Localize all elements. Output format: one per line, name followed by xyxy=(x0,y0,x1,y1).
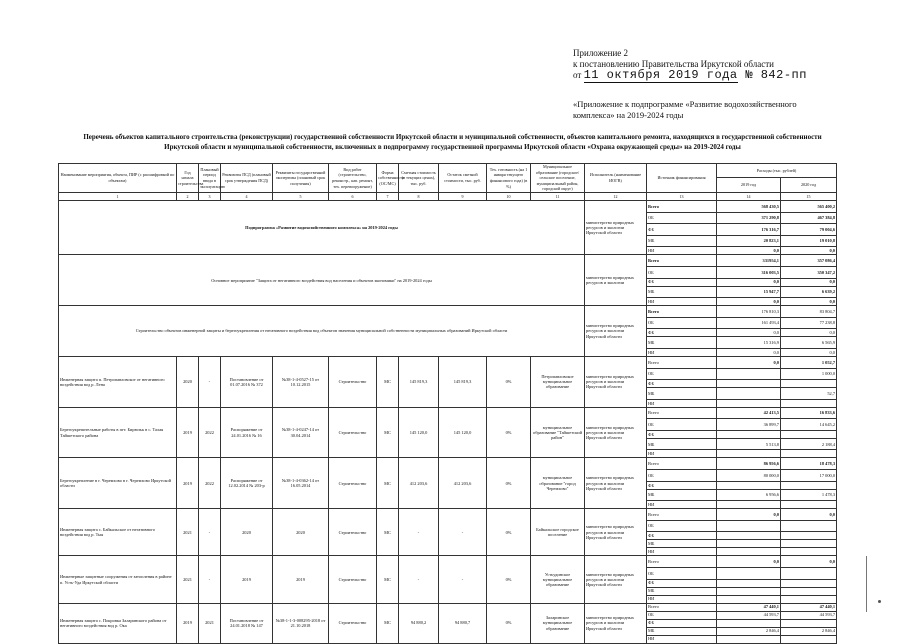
header-executor: Исполнитель (наименование ИОГВ) xyxy=(585,164,647,193)
amount-cell: 52,7 xyxy=(781,388,837,400)
object-municipality: Байкальское городское поселение xyxy=(531,509,585,556)
amount-cell: 0,0 xyxy=(717,356,781,368)
object-name: Инженерная защита с. Покровка Заларинского района от негативного воздействия вод р. Ока xyxy=(59,603,177,643)
object-row xyxy=(59,407,837,419)
source-label: Всего xyxy=(647,407,717,419)
object-ownership: МС xyxy=(377,458,399,509)
amount-cell: 371 290,8 xyxy=(717,212,781,224)
object-expertise: №38-1-4-0527-15 от 10.12.2015 xyxy=(273,356,329,407)
source-label: ОБ xyxy=(647,520,717,532)
source-label: ФБ xyxy=(647,532,717,540)
object-expertise: 2020 xyxy=(273,509,329,556)
amount-cell xyxy=(717,388,781,400)
header-ownership: Форма собственности (ОС/МС) xyxy=(377,164,399,193)
header-expenses: Расходы (тыс. рублей) xyxy=(717,164,837,178)
object-rest: 145 120,0 xyxy=(439,407,487,458)
object-work-type: Строительство xyxy=(329,407,377,458)
source-label: ФБ xyxy=(647,430,717,438)
amount-cell: 47 440,1 xyxy=(717,603,781,611)
amount-cell: 357 086,4 xyxy=(781,255,837,267)
amount-cell xyxy=(781,430,837,438)
source-label: ФБ xyxy=(647,329,717,337)
header-start: Год начала строительства xyxy=(177,164,199,193)
amount-cell: 176 810,3 xyxy=(717,306,781,318)
column-index-cell: 12 xyxy=(585,192,647,200)
column-index-cell: 9 xyxy=(439,192,487,200)
column-index-cell: 6 xyxy=(329,192,377,200)
object-municipality: муниципальное образование "город Черемхово" xyxy=(531,458,585,509)
object-cost: 412 203,6 xyxy=(399,458,439,509)
column-index-cell: 11 xyxy=(531,192,585,200)
page-dot-mark xyxy=(878,600,881,603)
page-edge-mark xyxy=(866,556,867,612)
source-label: Всего xyxy=(647,509,717,521)
header-row-1 xyxy=(59,164,837,178)
source-label: НИ xyxy=(647,247,717,255)
object-work-type: Строительство xyxy=(329,556,377,603)
source-label: ФБ xyxy=(647,481,717,489)
header-finish: Плановый период ввода в эксплуатацию xyxy=(199,164,221,193)
amount-cell: 20 823,1 xyxy=(717,235,781,247)
appendix-date-line: от 11 октября 2019 года № 842-пп xyxy=(573,68,807,82)
object-rest: - xyxy=(439,556,487,603)
source-label: НИ xyxy=(647,548,717,556)
amount-cell: 2 846,4 xyxy=(781,627,837,635)
amount-cell xyxy=(717,380,781,388)
object-cost: 145 120,0 xyxy=(399,407,439,458)
amount-cell xyxy=(781,619,837,627)
amount-cell xyxy=(781,481,837,489)
object-readiness: 0% xyxy=(487,603,531,643)
column-index-cell: 10 xyxy=(487,192,531,200)
amount-cell: 15 947,7 xyxy=(717,286,781,298)
object-work-type: Строительство xyxy=(329,458,377,509)
source-label: Всего xyxy=(647,255,717,267)
object-name: Инженерные защитные сооружения от затопления в районе п. Усть-Уда Иркутской области xyxy=(59,556,177,603)
source-label: НИ xyxy=(647,298,717,306)
column-index-cell: 4 xyxy=(221,192,273,200)
object-readiness: 0% xyxy=(487,458,531,509)
source-label: Всего xyxy=(647,603,717,611)
amount-cell xyxy=(781,520,837,532)
source-label: МБ xyxy=(647,627,717,635)
amount-cell: 6 639,2 xyxy=(781,286,837,298)
column-index-row xyxy=(59,192,837,200)
amount-cell: 565 400,2 xyxy=(781,200,837,212)
amount-cell: 80 000,0 xyxy=(717,470,781,482)
object-name: Берегоукрепление в г. Черемхово в г. Черемхово Иркутской области xyxy=(59,458,177,509)
source-label: МБ xyxy=(647,235,717,247)
amount-cell: 18 478,3 xyxy=(781,458,837,470)
object-readiness: 0% xyxy=(487,509,531,556)
amount-cell: 0,0 xyxy=(717,348,781,356)
column-index-cell: 14 xyxy=(717,192,781,200)
amount-cell xyxy=(781,568,837,580)
object-readiness: 0% xyxy=(487,556,531,603)
source-label: ОБ xyxy=(647,611,717,619)
amount-cell xyxy=(781,548,837,556)
amount-cell: 1 052,7 xyxy=(781,356,837,368)
amount-cell: 2 846,4 xyxy=(717,627,781,635)
source-label: ФБ xyxy=(647,619,717,627)
amount-cell: 44 593,7 xyxy=(717,611,781,619)
source-label: ФБ xyxy=(647,380,717,388)
column-index-cell: 2 xyxy=(177,192,199,200)
amount-cell xyxy=(717,619,781,627)
header-name: Наименование мероприятия, объекта, ПИР (с расшифровкой по объектам) xyxy=(59,164,177,193)
source-label: НИ xyxy=(647,595,717,603)
object-name: Инженерная защита п. Петропавловское от негативного воздействия вод р. Лена xyxy=(59,356,177,407)
column-index-cell: 8 xyxy=(399,192,439,200)
header-expertise: Реквизиты государственной экспертизы (плановый срок получения) xyxy=(273,164,329,193)
amount-cell: 0,0 xyxy=(781,348,837,356)
amount-cell xyxy=(781,587,837,595)
amount-cell xyxy=(781,579,837,587)
amount-cell xyxy=(717,587,781,595)
header-cost: Сметная стоимость (в текущих ценах), тыс. руб. xyxy=(399,164,439,193)
column-index-cell: 7 xyxy=(377,192,399,200)
appendix-resolution: к постановлению Правительства Иркутской области xyxy=(573,59,774,69)
amount-cell xyxy=(717,501,781,509)
amount-cell: 0,0 xyxy=(717,298,781,306)
source-label: НИ xyxy=(647,348,717,356)
amount-cell: 86 956,6 xyxy=(717,458,781,470)
object-row xyxy=(59,356,837,368)
amount-cell: 0,0 xyxy=(781,329,837,337)
object-expertise: №38-1-4-0362-14 от 16.05.2014 xyxy=(273,458,329,509)
object-ownership: МС xyxy=(377,407,399,458)
amount-cell: 17 000,0 xyxy=(781,470,837,482)
amount-cell: 568 430,5 xyxy=(717,200,781,212)
object-start-year: 2019 xyxy=(177,458,199,509)
amount-cell xyxy=(717,568,781,580)
object-cost: 145 819,3 xyxy=(399,356,439,407)
object-row xyxy=(59,603,837,611)
source-label: Всего xyxy=(647,200,717,212)
column-index-cell: 13 xyxy=(647,192,717,200)
object-executor: министерство природных ресурсов и экологии Иркутской области xyxy=(585,603,647,643)
group-executor: министерство природных ресурсов и экологии Иркутской области xyxy=(585,200,647,254)
object-finish-year: 2022 xyxy=(199,458,221,509)
object-row xyxy=(59,509,837,521)
column-index-cell: 5 xyxy=(273,192,329,200)
amount-cell xyxy=(717,635,781,643)
amount-cell xyxy=(717,548,781,556)
amount-cell: 1 000,0 xyxy=(781,368,837,380)
object-psd: Распоряжение от 24.01.2016 № 16 xyxy=(221,407,273,458)
object-psd: Распоряжение от 12.02.2014 № 203-р xyxy=(221,458,273,509)
header-psd: Реквизиты ПСД (плановый срок утверждения ПСД) xyxy=(221,164,273,193)
source-label: МБ xyxy=(647,438,717,450)
object-executor: министерство природных ресурсов и экологии Иркутской области xyxy=(585,356,647,407)
object-psd: Постановление от 24.01.2018 № 147 xyxy=(221,603,273,643)
source-label: Всего xyxy=(647,458,717,470)
group-row-main xyxy=(59,255,837,267)
amount-cell xyxy=(781,540,837,548)
amount-cell xyxy=(717,399,781,407)
amount-cell: 0,0 xyxy=(781,247,837,255)
object-ownership: МС xyxy=(377,603,399,643)
object-readiness: 0% xyxy=(487,356,531,407)
amount-cell: 0,0 xyxy=(781,298,837,306)
amount-cell: 14 645,2 xyxy=(781,419,837,431)
amount-cell: 79 004,6 xyxy=(781,224,837,236)
amount-cell xyxy=(781,450,837,458)
amount-cell xyxy=(717,540,781,548)
object-ownership: МС xyxy=(377,556,399,603)
object-rest: 94 880,7 xyxy=(439,603,487,643)
group-executor: министерство природных ресурсов и экологии Иркутской области xyxy=(585,306,647,357)
source-label: Всего xyxy=(647,356,717,368)
amount-cell: 0,0 xyxy=(781,509,837,521)
object-executor: министерство природных ресурсов и экологии Иркутской области xyxy=(585,556,647,603)
amount-cell: 0,0 xyxy=(717,247,781,255)
object-work-type: Строительство xyxy=(329,603,377,643)
source-label: МБ xyxy=(647,388,717,400)
object-finish-year: - xyxy=(199,556,221,603)
amount-cell: 176 316,7 xyxy=(717,224,781,236)
amount-cell xyxy=(717,520,781,532)
amount-cell xyxy=(781,399,837,407)
table-body xyxy=(59,192,837,643)
header-source: Источник финансирования xyxy=(647,164,717,193)
group-row-sub xyxy=(59,200,837,212)
amount-cell xyxy=(781,595,837,603)
object-work-type: Строительство xyxy=(329,509,377,556)
source-label: НИ xyxy=(647,450,717,458)
object-psd: 2020 xyxy=(221,509,273,556)
amount-cell: 0,0 xyxy=(717,329,781,337)
amount-cell: 1 478,3 xyxy=(781,489,837,501)
appendix-date: 11 октября 2019 года xyxy=(583,68,738,82)
object-start-year: 2019 xyxy=(177,603,199,643)
object-start-year: 2021 xyxy=(177,556,199,603)
appendix-number: Приложение 2 xyxy=(573,48,629,58)
amount-cell xyxy=(781,532,837,540)
source-label: ФБ xyxy=(647,278,717,286)
group-title: Строительство объектов инженерной защиты и берегоукрепления от негативного воздействия вод объектов значения муниципальной собственности муниципальных образований Иркутской области xyxy=(59,306,585,357)
object-start-year: 2019 xyxy=(177,407,199,458)
source-label: Всего xyxy=(647,306,717,318)
amount-cell xyxy=(717,430,781,438)
amount-cell: 0,0 xyxy=(781,278,837,286)
object-name: Инженерная защита с. Байкальское от негативного воздействия вод р. Тыя xyxy=(59,509,177,556)
amount-cell xyxy=(717,579,781,587)
amount-cell: 0,0 xyxy=(717,509,781,521)
object-start-year: 2020 xyxy=(177,356,199,407)
group-title: Подпрограмма «Развитие водохозяйственного комплекса» на 2019-2024 годы xyxy=(59,200,585,254)
amount-cell: 15 316,9 xyxy=(717,337,781,349)
object-executor: министерство природных ресурсов и экологии Иркутской области xyxy=(585,458,647,509)
amount-cell: 2 188,4 xyxy=(781,438,837,450)
object-psd: 2019 xyxy=(221,556,273,603)
header-readiness: Тех. готовность (на 1 января текущего финансового года) (в %) xyxy=(487,164,531,193)
source-label: ОБ xyxy=(647,266,717,278)
object-cost: - xyxy=(399,556,439,603)
amount-cell xyxy=(717,532,781,540)
amount-cell: 467 384,8 xyxy=(781,212,837,224)
object-executor: министерство природных ресурсов и экологии Иркутской области xyxy=(585,407,647,458)
source-label: ОБ xyxy=(647,568,717,580)
column-index-cell: 15 xyxy=(781,192,837,200)
amount-cell: 77 238,8 xyxy=(781,317,837,329)
source-label: ОБ xyxy=(647,212,717,224)
amount-cell: 83 804,7 xyxy=(781,306,837,318)
object-municipality: муниципальное образование "Тайшетский район" xyxy=(531,407,585,458)
amount-cell xyxy=(781,380,837,388)
amount-cell: 0,0 xyxy=(717,278,781,286)
source-label: ОБ xyxy=(647,419,717,431)
header-year-2019: 2019 год xyxy=(717,178,781,192)
amount-cell: 161 493,4 xyxy=(717,317,781,329)
appendix-subprogram-note: «Приложение к подпрограмме «Развитие водохозяйственного комплекса» на 2019-2024 годы xyxy=(573,99,797,120)
amount-cell: 0,0 xyxy=(717,556,781,568)
header-municipality: Муниципальное образование (городское/сельское поселение, муниципальный район, городской округ) xyxy=(531,164,585,193)
source-label: Всего xyxy=(647,556,717,568)
amount-cell: 16 833,6 xyxy=(781,407,837,419)
object-expertise: №38-1-4-0247-14 от 30.04.2014 xyxy=(273,407,329,458)
amount-cell xyxy=(717,595,781,603)
source-label: НИ xyxy=(647,635,717,643)
amount-cell xyxy=(717,481,781,489)
object-work-type: Строительство xyxy=(329,356,377,407)
object-finish-year: - xyxy=(199,356,221,407)
appendix-header xyxy=(573,48,893,81)
amount-cell: 350 347,2 xyxy=(781,266,837,278)
object-rest: 145 819,3 xyxy=(439,356,487,407)
objects-table xyxy=(58,163,837,644)
source-label: МБ xyxy=(647,337,717,349)
amount-cell: 42 413,5 xyxy=(717,407,781,419)
object-readiness: 0% xyxy=(487,407,531,458)
object-psd: Постановление от 01.07.2016 № 372 xyxy=(221,356,273,407)
object-name: Берегоукрепительные работы в пгт. Бирюльк в с. Талая Тайшетского района xyxy=(59,407,177,458)
column-index-cell: 1 xyxy=(59,192,177,200)
amount-cell xyxy=(717,450,781,458)
object-expertise: №38-1-1-3-008295-2018 от 21.10.2018 xyxy=(273,603,329,643)
amount-cell: 36 899,7 xyxy=(717,419,781,431)
source-label: ОБ xyxy=(647,470,717,482)
amount-cell xyxy=(781,635,837,643)
source-label: МБ xyxy=(647,489,717,501)
object-ownership: МС xyxy=(377,356,399,407)
group-title: Основное мероприятие "Защита от негативного воздействия вод населения и объектов экономики" на 2019-2024 годы xyxy=(59,255,585,306)
amount-cell: 6 956,6 xyxy=(717,489,781,501)
amount-cell xyxy=(781,501,837,509)
object-start-year: 2021 xyxy=(177,509,199,556)
source-label: ФБ xyxy=(647,579,717,587)
object-cost: - xyxy=(399,509,439,556)
object-expertise: 2019 xyxy=(273,556,329,603)
header-work: Вид работ (строительство, реконстр., кап. ремонт, тех. перевооружение) xyxy=(329,164,377,193)
document-title: Перечень объектов капитального строительства (реконструкции) государственной собственности Иркутской области и муниципальной собственности, объектов капитального ремонта, находящихся в государственной собственности Иркутской области и муниципальной собственности, включенных в подпрограмму государственной программы Иркутской области «Охрана окружающей среды» на 2019-2024 годы xyxy=(83,133,822,151)
object-ownership: МС xyxy=(377,509,399,556)
object-cost: 94 880,2 xyxy=(399,603,439,643)
amount-cell: 316 003,5 xyxy=(717,266,781,278)
source-label: ФБ xyxy=(647,224,717,236)
source-label: МБ xyxy=(647,587,717,595)
source-label: ОБ xyxy=(647,368,717,380)
amount-cell: 44 593,7 xyxy=(781,611,837,619)
group-row-build xyxy=(59,306,837,318)
object-municipality: Устьудинское муниципальное образование xyxy=(531,556,585,603)
object-municipality: Петропавловское муниципальное образование xyxy=(531,356,585,407)
object-finish-year: 2022 xyxy=(199,407,221,458)
object-rest: - xyxy=(439,509,487,556)
header-rest: Остаток сметной стоимости, тыс. руб. xyxy=(439,164,487,193)
amount-cell: 331954,1 xyxy=(717,255,781,267)
object-row xyxy=(59,458,837,470)
amount-cell xyxy=(717,368,781,380)
object-municipality: Заларинское муниципальное образование xyxy=(531,603,585,643)
amount-cell: 19 010,8 xyxy=(781,235,837,247)
source-label: МБ xyxy=(647,286,717,298)
object-row xyxy=(59,556,837,568)
object-executor: министерство природных ресурсов и экологии Иркутской области xyxy=(585,509,647,556)
amount-cell: 6 565,9 xyxy=(781,337,837,349)
amount-cell: 0,0 xyxy=(781,556,837,568)
column-index-cell: 3 xyxy=(199,192,221,200)
object-rest: 412 203,6 xyxy=(439,458,487,509)
group-executor: министерство природных ресурсов и экологии xyxy=(585,255,647,306)
object-finish-year: 2021 xyxy=(199,603,221,643)
source-label: НИ xyxy=(647,399,717,407)
header-year-2020: 2020 год xyxy=(781,178,837,192)
amount-cell: 47 440,1 xyxy=(781,603,837,611)
amount-cell: 5 513,8 xyxy=(717,438,781,450)
source-label: МБ xyxy=(647,540,717,548)
object-finish-year: - xyxy=(199,509,221,556)
source-label: ОБ xyxy=(647,317,717,329)
appendix-doc-number: № 842-пп xyxy=(745,68,807,82)
source-label: НИ xyxy=(647,501,717,509)
